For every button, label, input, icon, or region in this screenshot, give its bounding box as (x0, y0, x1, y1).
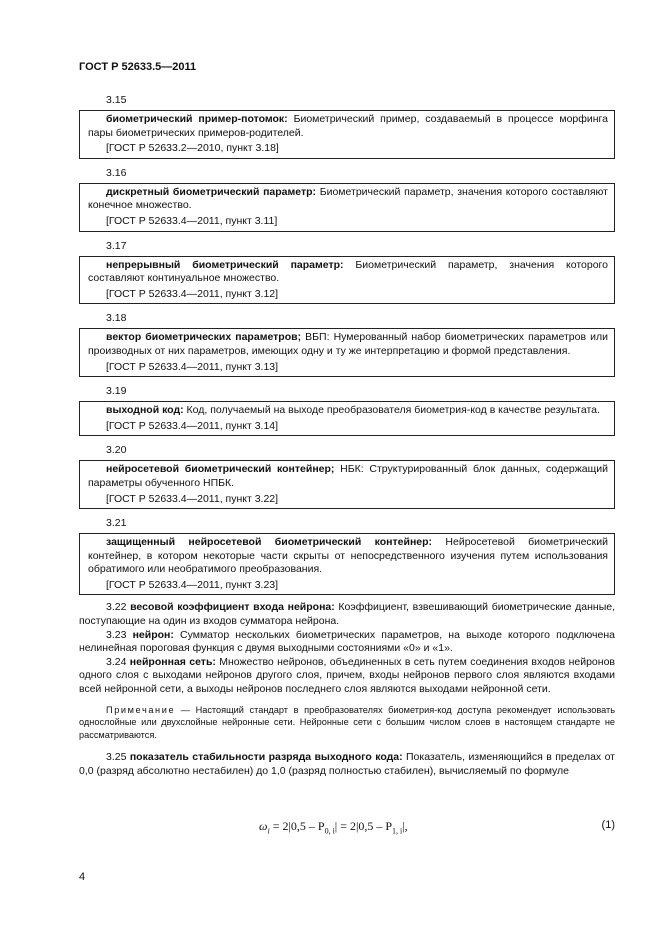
term-box (79, 183, 615, 232)
term-reference: [ГОСТ Р 52633.4—2011, пункт 3.22] (106, 492, 279, 505)
paragraph-text: Показатель, изменяющийся в пределах от 0,0 (разряд абсолютно нестабилен) до 1,0 (разряд полностью стабилен), вычисляемый по формуле (79, 751, 615, 777)
term-number: 3.19 (106, 385, 127, 398)
term-reference: [ГОСТ Р 52633.4—2011, пункт 3.13] (106, 360, 279, 373)
term-text: Биометрический параметр, значения которого составляют континуальное множество. (88, 258, 608, 285)
term-number: 3.15 (106, 94, 127, 106)
term-box (79, 401, 615, 436)
paragraph-3-22 (79, 601, 615, 628)
term-reference: [ГОСТ Р 52633.4—2011, пункт 3.23] (106, 578, 279, 591)
formula-subscript: 1, i (392, 826, 403, 836)
formula-subscript: 0, i (324, 826, 335, 836)
term-name: вектор биометрических параметров; (106, 331, 302, 344)
term-reference: [ГОСТ Р 52633.4—2011, пункт 3.11] (106, 214, 278, 227)
paragraph-number: 3.23 (106, 628, 127, 641)
term-3-20 (79, 442, 615, 509)
note-label: Примечание (106, 704, 176, 715)
formula-number: (1) (601, 819, 615, 831)
term-text: Нейросетевой биометрический контейнер, в котором некоторые части скрыты от непосредственного изучения путем использования обратимого или необратимого преобразования. (88, 536, 608, 576)
term-name: нейросетевой биометрический контейнер; (106, 463, 335, 476)
term-name: биометрический пример-потомок: (106, 113, 288, 125)
term-reference: [ГОСТ Р 52633.4—2011, пункт 3.12] (106, 287, 279, 300)
term-3-17 (79, 238, 615, 305)
paragraph-text: Сумматор нескольких биометрических параметров, на выходе которого подключена нелинейная пороговая функция с двумя выходными состояниями «0» и «1». (79, 628, 615, 655)
paragraph-text: Коэффициент, взвешивающий биометрические данные, поступающие на один из входов сумматора нейрона. (79, 601, 616, 628)
term-definition (88, 331, 608, 358)
term-definition (88, 404, 608, 418)
term-name: защищенный нейросетевой биометрический контейнер: (106, 536, 433, 549)
paragraph-term: нейронная сеть: (129, 655, 216, 668)
term-definition (88, 186, 608, 213)
term-3-19 (79, 383, 615, 436)
term-definition (88, 113, 608, 140)
term-number: 3.21 (106, 517, 127, 530)
note (79, 704, 615, 742)
paragraph-term: весовой коэффициент входа нейрона: (130, 601, 335, 614)
term-name: выходной код: (106, 404, 184, 417)
term-box (79, 256, 615, 305)
term-reference: [ГОСТ Р 52633.4—2011, пункт 3.14] (106, 419, 279, 432)
term-box (79, 328, 615, 377)
term-number: 3.20 (106, 444, 127, 457)
term-3-21 (79, 515, 615, 595)
term-3-18 (79, 310, 615, 377)
formula-part: = 2|0,5 – P (269, 819, 325, 833)
term-text: Биометрический пример, создаваемый в процессе морфинга пары биометрических примеров-родителей. (88, 113, 608, 139)
term-name: дискретный биометрический параметр: (106, 185, 317, 198)
paragraph-number: 3.22 (106, 601, 127, 614)
term-definition (88, 463, 608, 490)
paragraph-number: 3.24 (106, 655, 127, 668)
formula-expression (259, 819, 408, 835)
paragraph-3-23 (79, 629, 615, 656)
term-definition (88, 259, 608, 286)
page-number: 4 (79, 871, 86, 883)
term-text: Код, получаемый на выходе преобразователя биометрия-код в качестве результата. (183, 404, 600, 417)
term-box (79, 460, 615, 509)
term-number: 3.16 (106, 166, 127, 179)
term-box (79, 110, 615, 159)
paragraph-term: нейрон: (132, 628, 174, 641)
formula-part: | = 2|0,5 – P (334, 819, 393, 833)
paragraph-term: показатель стабильности разряда выходного кода: (129, 751, 403, 764)
paragraph-3-25 (79, 751, 615, 778)
term-name: непрерывный биометрический параметр: (106, 258, 344, 271)
page-header: ГОСТ Р 52633.5—2011 (79, 61, 197, 73)
term-number: 3.17 (106, 239, 127, 252)
formula-part: |, (402, 819, 408, 833)
term-reference: [ГОСТ Р 52633.2—2010, пункт 3.18] (106, 142, 279, 155)
term-number: 3.18 (106, 312, 127, 325)
paragraph-3-24 (79, 656, 615, 697)
terms-content (79, 92, 615, 779)
note-text: — Настоящий стандарт в преобразователях биометрия-код доступа рекомендует использовать однослойные или двухслойные нейронные сети. Нейронные сети с большим числом слоев в настоящем стандарте не рассматриваются. (79, 704, 615, 740)
term-text: ВБП: Нумерованный набор биометрических параметров или производных от них параметров, имеющих одну и ту же интерпретацию и формой представления. (88, 331, 608, 357)
term-box (79, 533, 615, 595)
term-text: Биометрический параметр, значения которого составляют конечное множество. (88, 185, 608, 212)
term-3-16 (79, 165, 615, 232)
term-3-15 (79, 92, 615, 159)
formula-omega: ω (259, 819, 268, 833)
formula-index: i (267, 826, 270, 836)
paragraph-number: 3.25 (106, 751, 127, 764)
term-definition (88, 536, 608, 577)
paragraph-text: Множество нейронов, объединенных в сеть путем соединения входов нейронов одного слоя с выходами нейронов другого слоя, причем, входы нейронов первого слоя являются входами всей нейронной сети, а выходы нейронов последнего слоя являются выходами нейронной сети. (79, 655, 615, 696)
term-text: НБК: Структурированный блок данных, содержащий параметры обученного НПБК. (88, 463, 608, 489)
